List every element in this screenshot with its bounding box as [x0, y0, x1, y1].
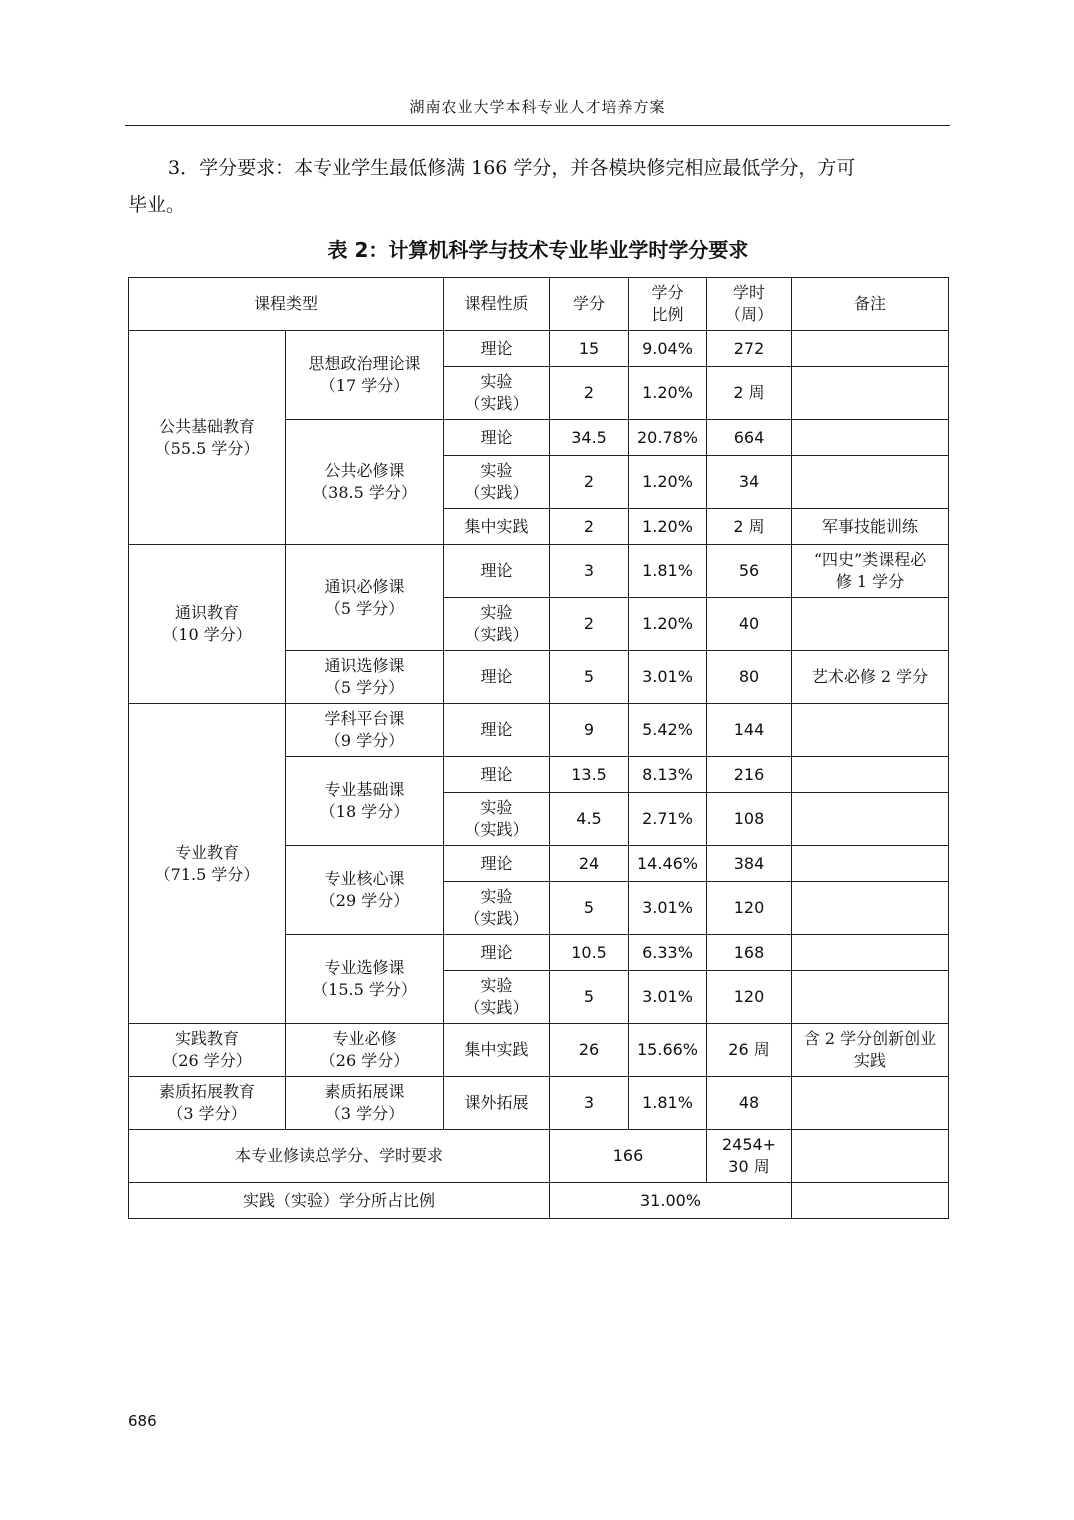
cell-nature: 理论 — [444, 704, 550, 757]
cell-remark — [792, 846, 949, 882]
cell-credits: 3 — [550, 1077, 629, 1130]
running-header: 湖南农业大学本科专业人才培养方案 — [409, 98, 666, 116]
cell-hours: 384 — [707, 846, 792, 882]
group-public-basic: 公共基础教育 （55.5 学分） — [129, 331, 286, 545]
group-quality: 素质拓展教育 （3 学分） — [129, 1077, 286, 1130]
cell-ratio: 20.78% — [629, 420, 707, 456]
cell-nature: 理论 — [444, 935, 550, 971]
table-row — [129, 1077, 949, 1130]
cell-remark: 含 2 学分创新创业 实践 — [792, 1024, 949, 1077]
cell-credits: 4.5 — [550, 793, 629, 846]
total-row — [129, 1130, 949, 1183]
cell-credits: 34.5 — [550, 420, 629, 456]
cell-ratio: 1.81% — [629, 545, 707, 598]
cell-remark — [792, 1077, 949, 1130]
header-course-type: 课程类型 — [129, 278, 444, 331]
header-credits: 学分 — [550, 278, 629, 331]
group-general: 通识教育 （10 学分） — [129, 545, 286, 704]
cell-remark — [792, 757, 949, 793]
cell-remark — [792, 456, 949, 509]
cell-hours: 2 周 — [707, 367, 792, 420]
table-row — [129, 704, 949, 757]
paragraph-line-2: 毕业。 — [128, 194, 186, 216]
cell-ratio: 3.01% — [629, 971, 707, 1024]
cell-nature: 课外拓展 — [444, 1077, 550, 1130]
cell-remark — [792, 367, 949, 420]
subgroup-general-elective: 通识选修课 （5 学分） — [286, 651, 444, 704]
practice-ratio-row — [129, 1183, 949, 1219]
cell-nature: 理论 — [444, 545, 550, 598]
cell-credits: 13.5 — [550, 757, 629, 793]
cell-remark — [792, 420, 949, 456]
cell-nature: 理论 — [444, 331, 550, 367]
group-major: 专业教育 （71.5 学分） — [129, 704, 286, 1024]
cell-ratio: 9.04% — [629, 331, 707, 367]
cell-hours: 2 周 — [707, 509, 792, 545]
subgroup-practice-required: 专业必修 （26 学分） — [286, 1024, 444, 1077]
cell-ratio: 6.33% — [629, 935, 707, 971]
cell-ratio: 2.71% — [629, 793, 707, 846]
subgroup-major-core: 专业核心课 （29 学分） — [286, 846, 444, 935]
practice-ratio-value: 31.00% — [550, 1183, 792, 1219]
cell-credits: 15 — [550, 331, 629, 367]
cell-credits: 5 — [550, 971, 629, 1024]
cell-hours: 168 — [707, 935, 792, 971]
cell-hours: 120 — [707, 971, 792, 1024]
cell-ratio: 15.66% — [629, 1024, 707, 1077]
header-hours: 学时 （周） — [707, 278, 792, 331]
cell-remark — [792, 704, 949, 757]
cell-nature: 理论 — [444, 420, 550, 456]
cell-hours: 272 — [707, 331, 792, 367]
practice-ratio-remark — [792, 1183, 949, 1219]
cell-ratio: 3.01% — [629, 882, 707, 935]
subgroup-quality-course: 素质拓展课 （3 学分） — [286, 1077, 444, 1130]
cell-nature: 理论 — [444, 846, 550, 882]
cell-ratio: 1.20% — [629, 598, 707, 651]
cell-nature: 实验 （实践） — [444, 793, 550, 846]
cell-remark: 军事技能训练 — [792, 509, 949, 545]
cell-hours: 56 — [707, 545, 792, 598]
cell-nature: 理论 — [444, 757, 550, 793]
subgroup-platform: 学科平台课 （9 学分） — [286, 704, 444, 757]
table-header-row — [129, 278, 949, 331]
cell-hours: 144 — [707, 704, 792, 757]
paragraph-line-1: 3．学分要求：本专业学生最低修满 166 学分，并各模块修完相应最低学分，方可 — [168, 157, 856, 179]
table-row — [129, 545, 949, 598]
cell-nature: 实验 （实践） — [444, 456, 550, 509]
total-label: 本专业修读总学分、学时要求 — [129, 1130, 550, 1183]
cell-hours: 40 — [707, 598, 792, 651]
total-hours: 2454+ 30 周 — [707, 1130, 792, 1183]
cell-remark — [792, 971, 949, 1024]
cell-hours: 120 — [707, 882, 792, 935]
subgroup-general-required: 通识必修课 （5 学分） — [286, 545, 444, 651]
group-practice: 实践教育 （26 学分） — [129, 1024, 286, 1077]
cell-credits: 2 — [550, 509, 629, 545]
cell-hours: 216 — [707, 757, 792, 793]
header-rule — [125, 125, 950, 126]
cell-nature: 集中实践 — [444, 509, 550, 545]
cell-remark — [792, 598, 949, 651]
cell-nature: 实验 （实践） — [444, 971, 550, 1024]
cell-ratio: 1.20% — [629, 456, 707, 509]
total-remark — [792, 1130, 949, 1183]
cell-credits: 2 — [550, 598, 629, 651]
cell-remark: “四史”类课程必 修 1 学分 — [792, 545, 949, 598]
cell-hours: 34 — [707, 456, 792, 509]
cell-credits: 2 — [550, 456, 629, 509]
cell-credits: 5 — [550, 651, 629, 704]
total-credits: 166 — [550, 1130, 707, 1183]
cell-remark — [792, 793, 949, 846]
cell-ratio: 5.42% — [629, 704, 707, 757]
cell-hours: 664 — [707, 420, 792, 456]
cell-remark: 艺术必修 2 学分 — [792, 651, 949, 704]
cell-remark — [792, 331, 949, 367]
table-row — [129, 1024, 949, 1077]
cell-credits: 26 — [550, 1024, 629, 1077]
header-course-nature: 课程性质 — [444, 278, 550, 331]
cell-hours: 26 周 — [707, 1024, 792, 1077]
cell-ratio: 14.46% — [629, 846, 707, 882]
cell-ratio: 1.20% — [629, 509, 707, 545]
cell-hours: 80 — [707, 651, 792, 704]
cell-ratio: 1.20% — [629, 367, 707, 420]
cell-nature: 实验 （实践） — [444, 598, 550, 651]
subgroup-major-elective: 专业选修课 （15.5 学分） — [286, 935, 444, 1024]
cell-credits: 2 — [550, 367, 629, 420]
subgroup-major-basic: 专业基础课 （18 学分） — [286, 757, 444, 846]
subgroup-politics: 思想政治理论课 （17 学分） — [286, 331, 444, 420]
cell-nature: 实验 （实践） — [444, 367, 550, 420]
cell-nature: 理论 — [444, 651, 550, 704]
cell-credits: 24 — [550, 846, 629, 882]
credit-requirement-paragraph — [128, 150, 950, 224]
subgroup-public-required: 公共必修课 （38.5 学分） — [286, 420, 444, 545]
cell-credits: 3 — [550, 545, 629, 598]
cell-nature: 实验 （实践） — [444, 882, 550, 935]
cell-ratio: 1.81% — [629, 1077, 707, 1130]
cell-credits: 5 — [550, 882, 629, 935]
header-remark: 备注 — [792, 278, 949, 331]
table-title: 表 2：计算机科学与技术专业毕业学时学分要求 — [327, 238, 749, 262]
cell-credits: 10.5 — [550, 935, 629, 971]
cell-remark — [792, 882, 949, 935]
cell-ratio: 8.13% — [629, 757, 707, 793]
cell-credits: 9 — [550, 704, 629, 757]
cell-ratio: 3.01% — [629, 651, 707, 704]
credit-requirements-table — [128, 277, 949, 1219]
cell-hours: 48 — [707, 1077, 792, 1130]
cell-nature: 集中实践 — [444, 1024, 550, 1077]
header-credit-ratio: 学分 比例 — [629, 278, 707, 331]
cell-remark — [792, 935, 949, 971]
table-row — [129, 331, 949, 367]
practice-ratio-label: 实践（实验）学分所占比例 — [129, 1183, 550, 1219]
cell-hours: 108 — [707, 793, 792, 846]
page-number: 686 — [128, 1412, 157, 1430]
